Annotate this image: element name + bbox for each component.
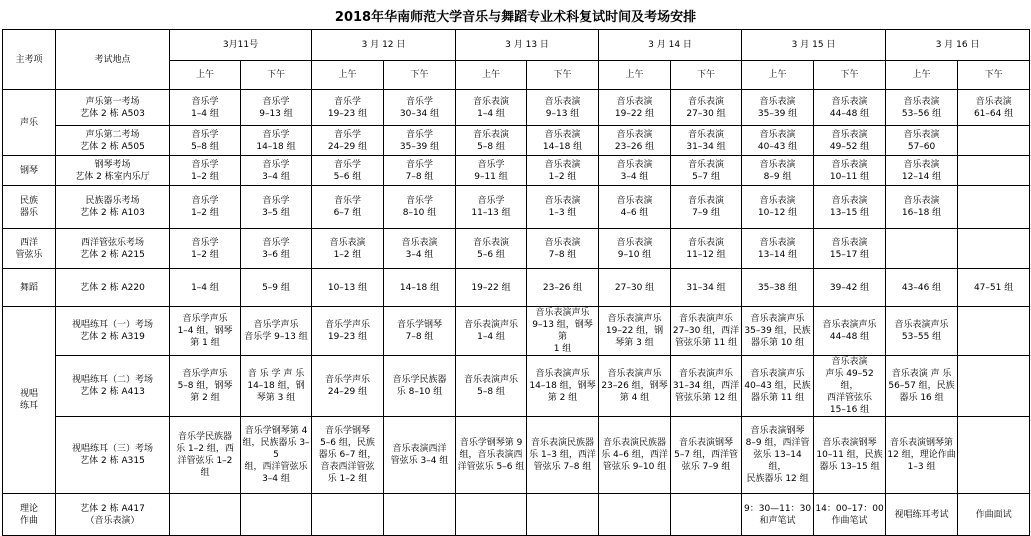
header-date: 3 月 15 日: [742, 30, 886, 61]
schedule-cell: 音乐表演 13–15 组: [814, 186, 886, 229]
schedule-cell: [958, 229, 1030, 269]
schedule-cell: [456, 494, 527, 536]
schedule-cell: 音乐学 6–7 组: [312, 186, 384, 229]
schedule-cell: 音乐表演西洋 管弦乐 3–4 组: [384, 417, 456, 494]
schedule-cell: 音乐表演声乐 1–4 组: [456, 307, 527, 356]
schedule-cell: 音乐表演 57–60: [886, 126, 958, 156]
schedule-cell: [312, 494, 384, 536]
header-location: 考试地点: [56, 30, 170, 90]
schedule-cell: 音乐表演 4–6 组: [599, 186, 671, 229]
location-cell: 声乐第一考场 艺体 2 栋 A503: [56, 90, 170, 126]
schedule-cell: 视唱练耳考试: [886, 494, 958, 536]
schedule-cell: 音乐表演 5–6 组: [456, 229, 527, 269]
schedule-cell: 9：30—11：30 和声笔试: [742, 494, 814, 536]
schedule-cell: 音乐学民族器 乐 1–2 组，西 洋管弦乐 1–2 组: [170, 417, 241, 494]
header-am: 上午: [456, 61, 527, 90]
schedule-cell: 音乐表演钢琴第 12 组，理论作曲 1–3 组: [886, 417, 958, 494]
header-date: 3 月 13 日: [456, 30, 599, 61]
schedule-cell: 音乐表演 3–4 组: [599, 156, 671, 186]
header-pm: 下午: [671, 61, 742, 90]
schedule-cell: [671, 494, 742, 536]
subject-theory-composition: 理论 作曲: [3, 494, 56, 536]
schedule-cell: 音乐表演 11–12 组: [671, 229, 742, 269]
location-cell: 艺体 2 栋 A220: [56, 269, 170, 307]
schedule-cell: 音乐学声乐 19–23 组: [312, 307, 384, 356]
schedule-cell: 音乐表演 13–14 组: [742, 229, 814, 269]
schedule-cell: 音乐学声乐 音乐学 9–13 组: [241, 307, 312, 356]
page-title: 2018年华南师范大学音乐与舞蹈专业术科复试时间及考场安排: [334, 10, 697, 25]
schedule-table: [2, 29, 1030, 536]
subject-solfege: 视唱 练耳: [3, 307, 56, 494]
schedule-cell: [958, 417, 1030, 494]
schedule-cell: 音乐表演声乐 5–8 组: [456, 356, 527, 417]
schedule-cell: 音乐表演 44–48 组: [814, 90, 886, 126]
schedule-cell: 音乐学 11–13 组: [456, 186, 527, 229]
schedule-cell: 音乐表演 16–18 组: [886, 186, 958, 229]
header-pm: 下午: [241, 61, 312, 90]
schedule-cell: 音乐表演 23–26 组: [599, 126, 671, 156]
header-date: 3 月 16 日: [886, 30, 1030, 61]
schedule-cell: 音乐表演 53–56 组: [886, 90, 958, 126]
schedule-cell: 作曲面试: [958, 494, 1030, 536]
location-cell: 民族器乐考场 艺体 2 栋 A103: [56, 186, 170, 229]
schedule-cell: 音乐表演 5–8 组: [456, 126, 527, 156]
schedule-cell: 43–46 组: [886, 269, 958, 307]
schedule-cell: 音乐学钢琴第 9 组，音乐表演西 洋管弦乐 5–6 组: [456, 417, 527, 494]
schedule-cell: 音乐表演 1–3 组: [527, 186, 599, 229]
schedule-cell: 23–26 组: [527, 269, 599, 307]
schedule-cell: 音乐学钢琴 7–8 组: [384, 307, 456, 356]
schedule-cell: 47–51 组: [958, 269, 1030, 307]
subject-folk-instruments: 民族 器乐: [3, 186, 56, 229]
schedule-cell: 音乐表演 31–34 组: [671, 126, 742, 156]
schedule-cell: 音乐表演 1–2 组: [312, 229, 384, 269]
location-cell: 西洋管弦乐考场 艺体 2 栋 A215: [56, 229, 170, 269]
header-am: 上午: [886, 61, 958, 90]
schedule-cell: 音 乐 学 声 乐 14–18 组，钢 琴第 3 组: [241, 356, 312, 417]
schedule-cell: 音乐表演 14–18 组: [527, 126, 599, 156]
schedule-cell: 音乐学 35–39 组: [384, 126, 456, 156]
location-cell: 视唱练耳（二）考场 艺体 2 栋 A413: [56, 356, 170, 417]
schedule-cell: 31–34 组: [671, 269, 742, 307]
subject-vocal: 声乐: [3, 90, 56, 156]
header-am: 上午: [170, 61, 241, 90]
schedule-cell: 音乐表演 10–12 组: [742, 186, 814, 229]
schedule-cell: 音乐学声乐 1–4 组，钢琴 第 1 组: [170, 307, 241, 356]
schedule-cell: 音乐学钢琴 5–6 组，民族 器乐 6–7 组， 音表西洋管弦 乐 1–2 组: [312, 417, 384, 494]
schedule-cell: 音乐表演 40–43 组: [742, 126, 814, 156]
schedule-cell: 音乐表演钢琴 8–9 组，西洋管 弦乐 13–14 组， 民族器乐 12 组: [742, 417, 814, 494]
schedule-cell: 音乐表演 15–17 组: [814, 229, 886, 269]
schedule-cell: 1–4 组: [170, 269, 241, 307]
schedule-cell: [958, 356, 1030, 417]
header-subject: 主考项: [3, 30, 56, 90]
subject-piano: 钢琴: [3, 156, 56, 186]
header-pm: 下午: [527, 61, 599, 90]
schedule-cell: 5–9 组: [241, 269, 312, 307]
location-cell: 视唱练耳（三）考场 艺体 2 栋 A315: [56, 417, 170, 494]
schedule-cell: [384, 494, 456, 536]
schedule-cell: 音乐表演声乐 23–26 组，钢琴 第 4 组: [599, 356, 671, 417]
schedule-cell: 音乐表演声乐 44–48 组: [814, 307, 886, 356]
schedule-cell: 音乐学 7–8 组: [384, 156, 456, 186]
header-date: 3月11号: [170, 30, 312, 61]
schedule-cell: 音乐学钢琴第 4 组，民族器乐 3–5 组，西洋管弦乐 3–4 组: [241, 417, 312, 494]
header-date: 3 月 12 日: [312, 30, 456, 61]
schedule-cell: 音乐学 5–8 组: [170, 126, 241, 156]
schedule-cell: 14–18 组: [384, 269, 456, 307]
schedule-cell: 35–38 组: [742, 269, 814, 307]
schedule-cell: [886, 229, 958, 269]
location-cell: 钢琴考场 艺体 2 栋室内乐厅: [56, 156, 170, 186]
header-am: 上午: [599, 61, 671, 90]
schedule-cell: 音乐学 9–11 组: [456, 156, 527, 186]
schedule-cell: 音乐表演 7–8 组: [527, 229, 599, 269]
schedule-cell: [958, 307, 1030, 356]
schedule-cell: 19–22 组: [456, 269, 527, 307]
schedule-cell: 27–30 组: [599, 269, 671, 307]
schedule-cell: 音乐学 3–6 组: [241, 229, 312, 269]
schedule-cell: 音乐表演声乐 53–55 组: [886, 307, 958, 356]
schedule-cell: [170, 494, 241, 536]
location-cell: 声乐第二考场 艺体 2 栋 A505: [56, 126, 170, 156]
schedule-cell: 14：00–17：00 作曲笔试: [814, 494, 886, 536]
schedule-cell: 音乐表演 7–9 组: [671, 186, 742, 229]
schedule-cell: 音乐学 14–18 组: [241, 126, 312, 156]
schedule-cell: 音乐表演 1–4 组: [456, 90, 527, 126]
schedule-cell: 音乐表演声乐 19–22 组，钢 琴第 3 组: [599, 307, 671, 356]
header-pm: 下午: [384, 61, 456, 90]
schedule-cell: 音乐学 9–13 组: [241, 90, 312, 126]
schedule-cell: 音乐学民族器 乐 8–10 组: [384, 356, 456, 417]
header-pm: 下午: [814, 61, 886, 90]
schedule-cell: [241, 494, 312, 536]
schedule-cell: 10–13 组: [312, 269, 384, 307]
schedule-cell: 音乐学 1–2 组: [170, 186, 241, 229]
schedule-cell: 音乐表演 12–14 组: [886, 156, 958, 186]
schedule-cell: 音乐学 24–29 组: [312, 126, 384, 156]
schedule-cell: [958, 186, 1030, 229]
subject-dance: 舞蹈: [3, 269, 56, 307]
schedule-cell: 音乐表演 27–30 组: [671, 90, 742, 126]
schedule-cell: 音乐表演声乐 35–39 组，民族 器乐第 10 组: [742, 307, 814, 356]
schedule-cell: 音乐学 19–23 组: [312, 90, 384, 126]
header-am: 上午: [312, 61, 384, 90]
schedule-cell: 音乐表演声乐 27–30 组，西洋 管弦乐第 11 组: [671, 307, 742, 356]
schedule-cell: 音乐表演 49–52 组: [814, 126, 886, 156]
schedule-cell: 音乐表演 19–22 组: [599, 90, 671, 126]
schedule-cell: 音乐学 1–2 组: [170, 156, 241, 186]
schedule-cell: 音乐表演 10–11 组: [814, 156, 886, 186]
location-cell: 视唱练耳（一）考场 艺体 2 栋 A319: [56, 307, 170, 356]
schedule-cell: [958, 156, 1030, 186]
schedule-cell: 音乐学 30–34 组: [384, 90, 456, 126]
schedule-cell: 音乐表演 9–10 组: [599, 229, 671, 269]
schedule-cell: 音乐表演 9–13 组: [527, 90, 599, 126]
schedule-cell: 音乐表演声乐 9–13 组，钢琴第 1 组: [527, 307, 599, 356]
schedule-cell: 音乐表演声乐 14–18 组，钢琴 第 2 组: [527, 356, 599, 417]
schedule-cell: 音乐学 3–5 组: [241, 186, 312, 229]
schedule-cell: 音乐表演 5–7 组: [671, 156, 742, 186]
schedule-cell: 音乐学声乐 5–8 组，钢琴 第 2 组: [170, 356, 241, 417]
header-date: 3 月 14 日: [599, 30, 742, 61]
schedule-cell: 音乐表演 1–2 组: [527, 156, 599, 186]
schedule-cell: 音乐学 1–4 组: [170, 90, 241, 126]
schedule-cell: 音乐学声乐 24–29 组: [312, 356, 384, 417]
schedule-cell: 音乐表演 35–39 组: [742, 90, 814, 126]
schedule-cell: 音乐学 8–10 组: [384, 186, 456, 229]
location-cell: 艺体 2 栋 A417 （音乐表演）: [56, 494, 170, 536]
schedule-cell: 音乐表演 3–4 组: [384, 229, 456, 269]
schedule-cell: 39–42 组: [814, 269, 886, 307]
schedule-cell: 音乐表演 61–64 组: [958, 90, 1030, 126]
schedule-cell: 音乐表演 8–9 组: [742, 156, 814, 186]
schedule-cell: [958, 126, 1030, 156]
schedule-cell: 音乐表演声乐 31–34 组，西洋 管弦乐第 12 组: [671, 356, 742, 417]
header-am: 上午: [742, 61, 814, 90]
schedule-cell: 音乐表演 声乐 49–52 组， 西洋管弦乐 15–16 组: [814, 356, 886, 417]
header-pm: 下午: [958, 61, 1030, 90]
schedule-cell: 音乐学 1–2 组: [170, 229, 241, 269]
schedule-cell: 音乐表演 声 乐 56–57 组，民族 器乐 16 组: [886, 356, 958, 417]
schedule-cell: 音乐学 3–4 组: [241, 156, 312, 186]
schedule-cell: [527, 494, 599, 536]
subject-western-orchestral: 西洋 管弦乐: [3, 229, 56, 269]
schedule-cell: 音乐表演声乐 40–43 组，民族 器乐第 11 组: [742, 356, 814, 417]
schedule-cell: 音乐表演民族器 乐 1–3 组，西洋 管弦乐 7–8 组: [527, 417, 599, 494]
schedule-cell: 音乐表演钢琴 5–7 组，西洋管 弦乐 7–9 组: [671, 417, 742, 494]
schedule-cell: 音乐学 5–6 组: [312, 156, 384, 186]
schedule-cell: 音乐表演民族器 乐 4–6 组，西洋 管弦乐 9–10 组: [599, 417, 671, 494]
schedule-cell: 音乐表演钢琴 10–11 组，民族 器乐 13–15 组: [814, 417, 886, 494]
schedule-cell: [599, 494, 671, 536]
